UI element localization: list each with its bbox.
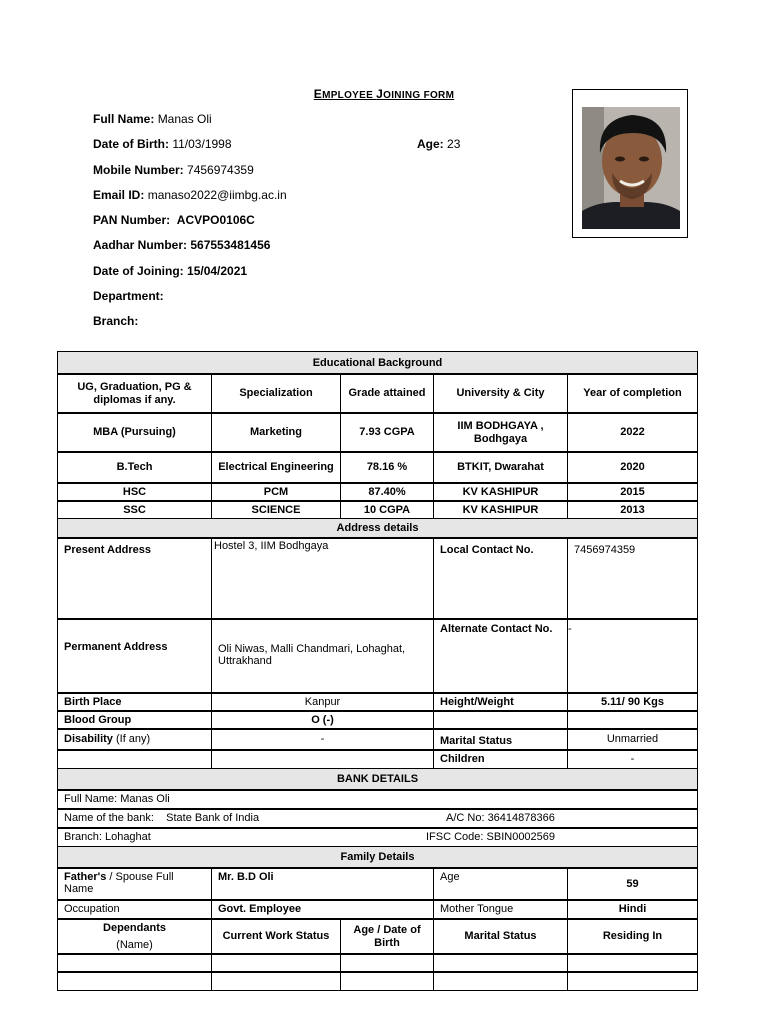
aadhar-field: Aadhar Number: 567553481456 xyxy=(93,238,271,252)
children-row xyxy=(58,750,699,770)
alternate-contact-value: - xyxy=(567,618,698,694)
email-field: Email ID: manaso2022@iimbg.ac.in xyxy=(93,188,287,202)
occupation-value: Govt. Employee xyxy=(211,899,434,920)
department-field: Department: xyxy=(93,289,164,303)
disability-label: Disability (If any) xyxy=(57,728,212,751)
dependants-header-row xyxy=(58,919,699,955)
birth-place-value: Kanpur xyxy=(211,692,434,712)
table-cell: 2015 xyxy=(567,482,698,502)
height-weight-value: 5.11/ 90 Kgs xyxy=(567,692,698,712)
education-column-headers xyxy=(58,374,699,414)
blood-group-value: O (-) xyxy=(211,710,434,730)
pan-field: PAN Number: ACVPO0106C xyxy=(93,213,255,227)
empty-cell xyxy=(57,749,212,770)
local-contact-label: Local Contact No. xyxy=(433,537,568,620)
dependants-header: Dependants (Name) xyxy=(57,918,212,955)
father-age-label: Age xyxy=(433,867,568,901)
table-cell: B.Tech xyxy=(57,451,212,484)
occupation-row xyxy=(58,900,699,920)
empty-cell xyxy=(340,953,434,973)
column-header: Age / Date of Birth xyxy=(340,918,434,955)
empty-cell xyxy=(433,953,568,973)
bank-branch-row xyxy=(58,828,699,848)
dob-field: Date of Birth: 11/03/1998 xyxy=(93,137,232,151)
present-address-label: Present Address xyxy=(57,537,212,620)
branch-field: Branch: xyxy=(93,314,139,328)
present-address-value: Hostel 3, IIM Bodhgaya xyxy=(211,537,434,620)
permanent-address-row xyxy=(58,619,699,694)
table-cell: 2013 xyxy=(567,500,698,520)
column-header: Grade attained xyxy=(340,373,434,414)
table-cell: MBA (Pursuing) xyxy=(57,412,212,453)
table-cell: HSC xyxy=(57,482,212,502)
bank-header: BANK DETAILS xyxy=(57,768,698,791)
children-label: Children xyxy=(433,749,568,770)
empty-cell xyxy=(57,953,212,973)
table-cell: 87.40% xyxy=(340,482,434,502)
present-address-row xyxy=(58,538,699,620)
bank-name-row xyxy=(58,809,699,829)
bank-name-cell: Name of the bank: State Bank of India A/C No: 36414878366 xyxy=(57,808,698,829)
empty-cell xyxy=(57,971,212,991)
table-row xyxy=(58,972,699,991)
table-cell: 2020 xyxy=(567,451,698,484)
empty-cell xyxy=(433,971,568,991)
age-field: Age: 23 xyxy=(417,137,461,151)
column-header: Year of completion xyxy=(567,373,698,414)
table-cell: KV KASHIPUR xyxy=(433,482,568,502)
permanent-address-label: Permanent Address xyxy=(57,618,212,694)
table-row xyxy=(58,452,699,484)
height-weight-label: Height/Weight xyxy=(433,692,568,712)
address-header: Address details xyxy=(57,518,698,539)
table-cell: KV KASHIPUR xyxy=(433,500,568,520)
occupation-label: Occupation xyxy=(57,899,212,920)
bank-branch-cell: Branch: Lohaghat IFSC Code: SBIN0002569 xyxy=(57,827,698,848)
empty-cell xyxy=(567,953,698,973)
father-row xyxy=(58,868,699,901)
marital-status-label: Marital Status xyxy=(433,728,568,751)
local-contact-value: 7456974359 xyxy=(567,537,698,620)
disability-row xyxy=(58,729,699,751)
profile-photo xyxy=(572,89,688,238)
full-name-field: Full Name: Manas Oli xyxy=(93,112,212,126)
column-header: Residing In xyxy=(567,918,698,955)
alternate-contact-label: Alternate Contact No. xyxy=(433,618,568,694)
column-header: Specialization xyxy=(211,373,341,414)
table-cell: SCIENCE xyxy=(211,500,341,520)
table-cell: 78.16 % xyxy=(340,451,434,484)
blood-group-label: Blood Group xyxy=(57,710,212,730)
bank-full-name: Full Name: Manas Oli xyxy=(57,789,698,810)
mobile-field: Mobile Number: 7456974359 xyxy=(93,163,254,177)
mother-tongue-value: Hindi xyxy=(567,899,698,920)
table-cell: IIM BODHGAYA , Bodhgaya xyxy=(433,412,568,453)
ifsc-code: IFSC Code: SBIN0002569 xyxy=(426,831,556,844)
table-cell: BTKIT, Dwarahat xyxy=(433,451,568,484)
table-cell: SSC xyxy=(57,500,212,520)
column-header: Current Work Status xyxy=(211,918,341,955)
table-cell: Electrical Engineering xyxy=(211,451,341,484)
doj-field: Date of Joining: 15/04/2021 xyxy=(93,264,248,278)
table-cell: PCM xyxy=(211,482,341,502)
marital-status-value: Unmarried xyxy=(567,728,698,751)
column-header: UG, Graduation, PG & diplomas if any. xyxy=(57,373,212,414)
column-header: Marital Status xyxy=(433,918,568,955)
table-cell: 2022 xyxy=(567,412,698,453)
birth-place-label: Birth Place xyxy=(57,692,212,712)
table-cell: Marketing xyxy=(211,412,341,453)
empty-cell xyxy=(211,971,341,991)
children-value: - xyxy=(567,749,698,770)
empty-cell xyxy=(567,971,698,991)
form-title: EMPLOYEE JOINING FORM xyxy=(313,87,455,101)
empty-cell xyxy=(567,710,698,730)
father-name: Mr. B.D Oli xyxy=(211,867,434,901)
mother-tongue-label: Mother Tongue xyxy=(433,899,568,920)
permanent-address-value: Oli Niwas, Malli Chandmari, Lohaghat, Uttrakhand xyxy=(211,618,434,694)
column-header: University & City xyxy=(433,373,568,414)
disability-value: - xyxy=(211,728,434,751)
family-header: Family Details xyxy=(57,846,698,869)
father-age-value: 59 xyxy=(567,867,698,901)
father-label: Father's / Spouse Full Name xyxy=(57,867,212,901)
account-number: A/C No: 36414878366 xyxy=(446,812,555,825)
table-row xyxy=(58,413,699,453)
empty-cell xyxy=(211,953,341,973)
table-cell: 7.93 CGPA xyxy=(340,412,434,453)
table-cell: 10 CGPA xyxy=(340,500,434,520)
empty-cell xyxy=(211,749,434,770)
education-header: Educational Background xyxy=(57,351,698,375)
empty-cell xyxy=(340,971,434,991)
empty-cell xyxy=(433,710,568,730)
